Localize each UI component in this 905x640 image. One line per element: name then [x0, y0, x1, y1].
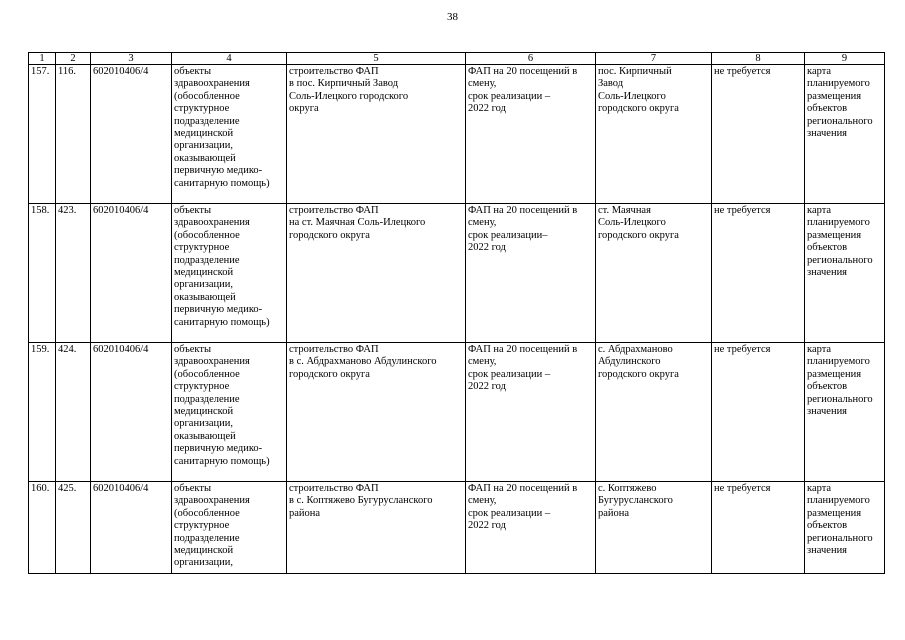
object-action: строительство ФАП в с. Абдрахманово Абдулинского городского округа — [287, 343, 466, 482]
object-action: строительство ФАП в с. Коптяжево Бугурусланского района — [287, 482, 466, 574]
object-code: 602010406/4 — [91, 65, 172, 204]
object-type: объекты здравоохранения (обособленное структурное подразделение медицинской организации, оказывающей первичную медико- санитарную помощь) — [172, 343, 287, 482]
object-type: объекты здравоохранения (обособленное структурное подразделение медицинской организации, — [172, 482, 287, 574]
object-code: 602010406/4 — [91, 343, 172, 482]
column-header: 9 — [805, 53, 885, 65]
table-row — [29, 65, 885, 204]
object-code: 602010406/4 — [91, 482, 172, 574]
object-type: объекты здравоохранения (обособленное структурное подразделение медицинской организации, оказывающей первичную медико- санитарную помощь) — [172, 204, 287, 343]
object-location: пос. Кирпичный Завод Соль-Илецкого городского округа — [596, 65, 712, 204]
object-id: 116. — [56, 65, 91, 204]
page-number: 38 — [447, 11, 458, 23]
object-map: карта планируемого размещения объектов регионального значения — [805, 65, 885, 204]
column-header: 1 — [29, 53, 56, 65]
object-zone: не требуется — [712, 65, 805, 204]
object-code: 602010406/4 — [91, 204, 172, 343]
column-header: 8 — [712, 53, 805, 65]
object-id: 424. — [56, 343, 91, 482]
object-params: ФАП на 20 посещений в смену, срок реализации – 2022 год — [466, 65, 596, 204]
object-zone: не требуется — [712, 482, 805, 574]
table-row — [29, 204, 885, 343]
column-header: 5 — [287, 53, 466, 65]
object-zone: не требуется — [712, 204, 805, 343]
object-zone: не требуется — [712, 343, 805, 482]
object-id: 423. — [56, 204, 91, 343]
column-header: 6 — [466, 53, 596, 65]
object-type: объекты здравоохранения (обособленное структурное подразделение медицинской организации, оказывающей первичную медико- санитарную помощь) — [172, 65, 287, 204]
object-params: ФАП на 20 посещений в смену, срок реализации– 2022 год — [466, 204, 596, 343]
row-number: 157. — [29, 65, 56, 204]
row-number: 159. — [29, 343, 56, 482]
object-params: ФАП на 20 посещений в смену, срок реализации – 2022 год — [466, 343, 596, 482]
table-row — [29, 482, 885, 574]
object-location: с. Абдрахманово Абдулинского городского округа — [596, 343, 712, 482]
object-id: 425. — [56, 482, 91, 574]
column-header: 4 — [172, 53, 287, 65]
column-header: 7 — [596, 53, 712, 65]
object-location: ст. Маячная Соль-Илецкого городского округа — [596, 204, 712, 343]
table-row — [29, 343, 885, 482]
object-map: карта планируемого размещения объектов регионального значения — [805, 204, 885, 343]
object-map: карта планируемого размещения объектов регионального значения — [805, 343, 885, 482]
row-number: 158. — [29, 204, 56, 343]
object-map: карта планируемого размещения объектов регионального значения — [805, 482, 885, 574]
object-action: строительство ФАП в пос. Кирпичный Завод Соль-Илецкого городского округа — [287, 65, 466, 204]
document-table — [28, 52, 885, 574]
column-header: 2 — [56, 53, 91, 65]
object-params: ФАП на 20 посещений в смену, срок реализации – 2022 год — [466, 482, 596, 574]
object-action: строительство ФАП на ст. Маячная Соль-Илецкого городского округа — [287, 204, 466, 343]
header-row — [29, 53, 885, 65]
row-number: 160. — [29, 482, 56, 574]
object-location: с. Коптяжево Бугурусланского района — [596, 482, 712, 574]
column-header: 3 — [91, 53, 172, 65]
